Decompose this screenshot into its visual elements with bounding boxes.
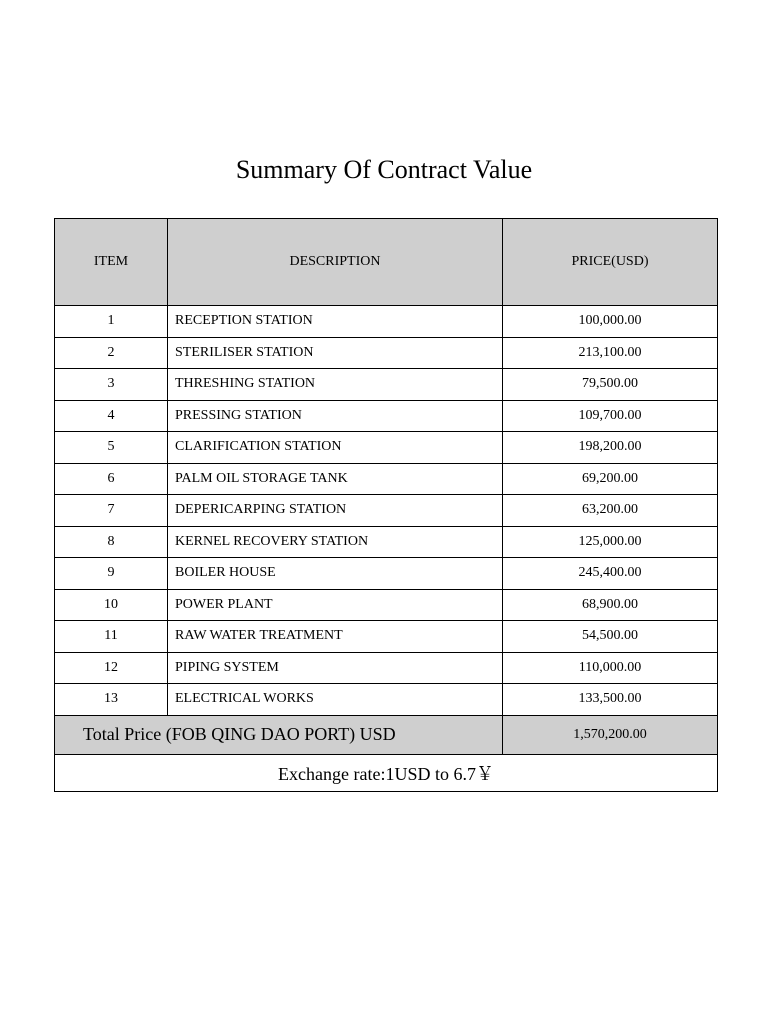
table-row <box>55 306 718 338</box>
row-price: 125,000.00 <box>503 526 718 558</box>
row-price: 63,200.00 <box>503 495 718 527</box>
table-row <box>55 432 718 464</box>
table-row <box>55 558 718 590</box>
row-price: 68,900.00 <box>503 589 718 621</box>
row-description: PALM OIL STORAGE TANK <box>168 463 503 495</box>
table-header-row <box>55 219 718 306</box>
row-item-number: 8 <box>55 526 168 558</box>
row-item-number: 7 <box>55 495 168 527</box>
row-description: POWER PLANT <box>168 589 503 621</box>
row-description: BOILER HOUSE <box>168 558 503 590</box>
table-row <box>55 400 718 432</box>
row-price: 110,000.00 <box>503 652 718 684</box>
row-item-number: 2 <box>55 337 168 369</box>
table-body <box>55 306 718 716</box>
row-price: 109,700.00 <box>503 400 718 432</box>
row-description: CLARIFICATION STATION <box>168 432 503 464</box>
row-item-number: 4 <box>55 400 168 432</box>
row-description: RAW WATER TREATMENT <box>168 621 503 653</box>
table-row <box>55 652 718 684</box>
row-description: DEPERICARPING STATION <box>168 495 503 527</box>
table-row <box>55 463 718 495</box>
column-header-description: DESCRIPTION <box>168 219 503 306</box>
row-item-number: 6 <box>55 463 168 495</box>
column-header-item: ITEM <box>55 219 168 306</box>
row-item-number: 3 <box>55 369 168 401</box>
row-item-number: 12 <box>55 652 168 684</box>
row-price: 69,200.00 <box>503 463 718 495</box>
row-item-number: 1 <box>55 306 168 338</box>
table-row <box>55 621 718 653</box>
column-header-price: PRICE(USD) <box>503 219 718 306</box>
table-row <box>55 337 718 369</box>
row-item-number: 5 <box>55 432 168 464</box>
row-item-number: 11 <box>55 621 168 653</box>
exchange-rate-row <box>55 754 718 791</box>
exchange-rate: Exchange rate:1USD to 6.7￥ <box>55 754 718 791</box>
row-description: PIPING SYSTEM <box>168 652 503 684</box>
row-item-number: 9 <box>55 558 168 590</box>
row-description: RECEPTION STATION <box>168 306 503 338</box>
table-row <box>55 526 718 558</box>
row-description: ELECTRICAL WORKS <box>168 684 503 716</box>
row-item-number: 10 <box>55 589 168 621</box>
row-price: 79,500.00 <box>503 369 718 401</box>
table-row <box>55 495 718 527</box>
row-price: 100,000.00 <box>503 306 718 338</box>
table-row <box>55 369 718 401</box>
row-description: KERNEL RECOVERY STATION <box>168 526 503 558</box>
total-row <box>55 715 718 754</box>
row-description: PRESSING STATION <box>168 400 503 432</box>
row-price: 245,400.00 <box>503 558 718 590</box>
table-row <box>55 684 718 716</box>
total-value: 1,570,200.00 <box>503 715 718 754</box>
row-item-number: 13 <box>55 684 168 716</box>
row-price: 54,500.00 <box>503 621 718 653</box>
row-price: 213,100.00 <box>503 337 718 369</box>
table-row <box>55 589 718 621</box>
row-price: 133,500.00 <box>503 684 718 716</box>
total-label: Total Price (FOB QING DAO PORT) USD <box>55 715 503 754</box>
page-title: Summary Of Contract Value <box>235 155 533 184</box>
row-description: THRESHING STATION <box>168 369 503 401</box>
row-description: STERILISER STATION <box>168 337 503 369</box>
row-price: 198,200.00 <box>503 432 718 464</box>
contract-value-table <box>54 218 718 792</box>
